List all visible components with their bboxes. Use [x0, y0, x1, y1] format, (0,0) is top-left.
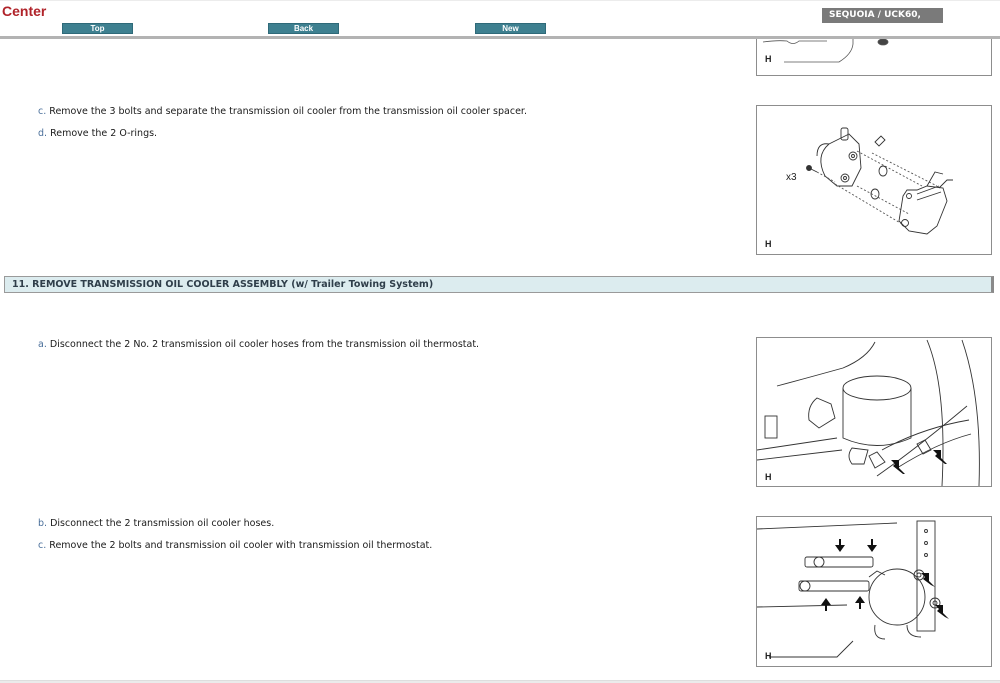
figure-corner-label: H [765, 239, 772, 249]
step-b-disconnect-hoses [38, 518, 274, 529]
section-header [4, 276, 994, 293]
top-button[interactable]: Top [62, 23, 133, 34]
step-label: b. [38, 518, 48, 529]
new-button[interactable]: New [475, 23, 546, 34]
hoses-thermostat-illustration [757, 338, 992, 487]
step-text: Remove the 3 bolts and separate the transmission oil cooler from the transmission oil cooler spacer. [49, 106, 527, 117]
back-button[interactable]: Back [268, 23, 339, 34]
header [0, 0, 1000, 36]
step-label: c. [38, 106, 47, 117]
figure-corner-label: H [765, 54, 772, 64]
step-c-remove-bolts [38, 106, 527, 117]
step-a-disconnect-no2-hoses [38, 339, 479, 350]
figure-oil-cooler-exploded [756, 105, 992, 255]
figure-corner-label: H [765, 651, 772, 661]
step-text: Disconnect the 2 transmission oil cooler hoses. [50, 518, 275, 529]
figure-cooler-bolts [756, 516, 992, 667]
step-text: Disconnect the 2 No. 2 transmission oil cooler hoses from the transmission oil thermostat. [49, 339, 480, 350]
step-text: Remove the 2 bolts and transmission oil cooler with transmission oil thermostat. [49, 540, 433, 551]
cooler-bolts-illustration [757, 517, 992, 667]
step-text: Remove the 2 O-rings. [50, 128, 158, 139]
bolt-quantity-callout: x3 [786, 172, 797, 183]
step-label: a. [38, 339, 47, 350]
app-title: Center [2, 3, 47, 19]
procedure-content [0, 39, 1000, 683]
section-title: 11. REMOVE TRANSMISSION OIL COOLER ASSEMBLY (w/ Trailer Towing System) [12, 279, 434, 290]
oil-cooler-exploded-illustration [757, 106, 992, 255]
figure-hoses-thermostat [756, 337, 992, 487]
step-label: d. [38, 128, 48, 139]
partial-diagram-illustration [757, 39, 992, 76]
figure-partial-top [756, 39, 992, 76]
vehicle-badge: SEQUOIA / UCK60, [822, 8, 943, 23]
step-d-remove-orings [38, 128, 157, 139]
step-c-remove-cooler [38, 540, 432, 551]
step-label: c. [38, 540, 47, 551]
figure-corner-label: H [765, 472, 772, 482]
